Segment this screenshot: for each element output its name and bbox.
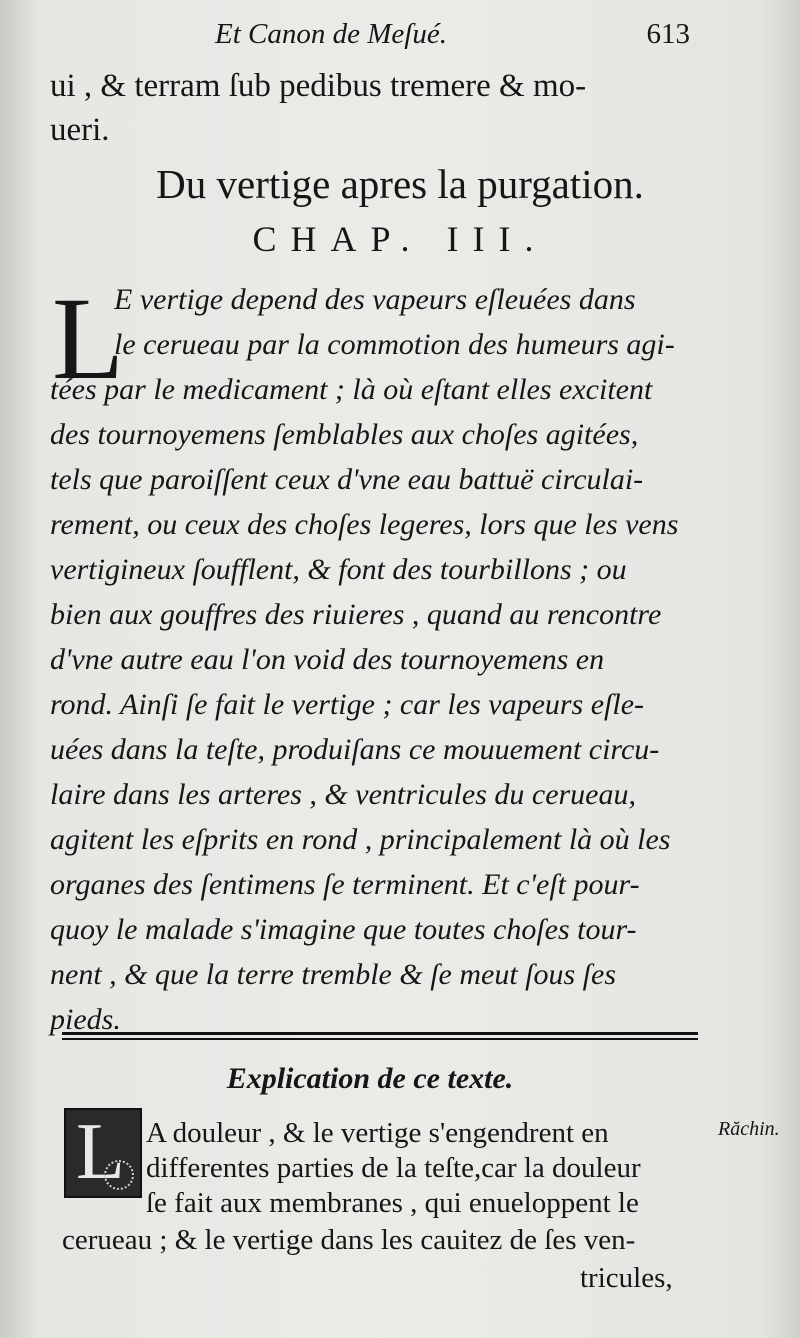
ornamental-drop-cap-letter: L xyxy=(76,1108,125,1196)
body-line: des tournoyemens ſemblables aux choſes agitées, xyxy=(50,418,639,451)
explication-line: ſe fait aux membranes , qui enueloppent le xyxy=(146,1187,639,1219)
section-title: Explication de ce texte. xyxy=(226,1062,514,1095)
drop-cap: L xyxy=(52,273,125,404)
body-line: tées par le medicament ; là où eſtant elles excitent xyxy=(50,373,653,406)
explication-line: cerueau ; & le vertige dans les cauitez de ſes ven- xyxy=(62,1224,636,1256)
body-line: nent , & que la terre tremble & ſe meut ſous ſes xyxy=(50,958,617,991)
body-line: rement, ou ceux des choſes legeres, lors que les vens xyxy=(50,508,679,541)
body-line: pieds. xyxy=(50,1003,121,1036)
prev-text-line: ui , & terram ſub pedibus tremere & mo- xyxy=(50,68,587,104)
explication-line: differentes parties de la teſte,car la douleur xyxy=(146,1152,641,1184)
body-line: organes des ſentimens ſe terminent. Et c'eſt pour- xyxy=(50,868,640,901)
running-title: Et Canon de Meſué. xyxy=(215,18,447,50)
ornamental-drop-cap xyxy=(64,1108,142,1198)
body-line: tels que paroiſſent ceux d'vne eau battuë circulai- xyxy=(50,463,644,496)
body-line: laire dans les arteres , & ventricules du cerueau, xyxy=(50,778,636,811)
body-line: E vertige depend des vapeurs eſleuées dans xyxy=(114,283,636,316)
body-line: agitent les eſprits en rond , principalement là où les xyxy=(50,823,671,856)
section-rule xyxy=(62,1038,698,1040)
body-line: rond. Ainſi ſe fait le vertige ; car les vapeurs eſle- xyxy=(50,688,645,721)
explication-line: A douleur , & le vertige s'engendrent en xyxy=(146,1117,609,1149)
body-line: le cerueau par la commotion des humeurs agi- xyxy=(114,328,675,361)
body-line: vertigineux ſoufflent, & font des tourbillons ; ou xyxy=(50,553,627,586)
body-line: quoy le malade s'imagine que toutes choſes tour- xyxy=(50,913,637,946)
page-number: 613 xyxy=(646,18,690,50)
margin-note: Răchin. xyxy=(718,1118,780,1140)
running-header xyxy=(215,18,690,51)
prev-text-line: ueri. xyxy=(50,112,110,148)
chapter-title: Du vertige apres la purgation. xyxy=(156,161,644,207)
section-rule xyxy=(62,1032,698,1035)
explication-line: tricules, xyxy=(580,1262,673,1294)
body-line: bien aux gouffres des riuieres , quand au rencontre xyxy=(50,598,662,631)
body-line: uées dans la teſte, produiſans ce mouuement circu- xyxy=(50,733,660,766)
body-line: d'vne autre eau l'on void des tournoyemens en xyxy=(50,643,605,676)
floral-ornament-icon xyxy=(104,1160,134,1190)
chapter-number: CHAP. III. xyxy=(252,219,548,259)
